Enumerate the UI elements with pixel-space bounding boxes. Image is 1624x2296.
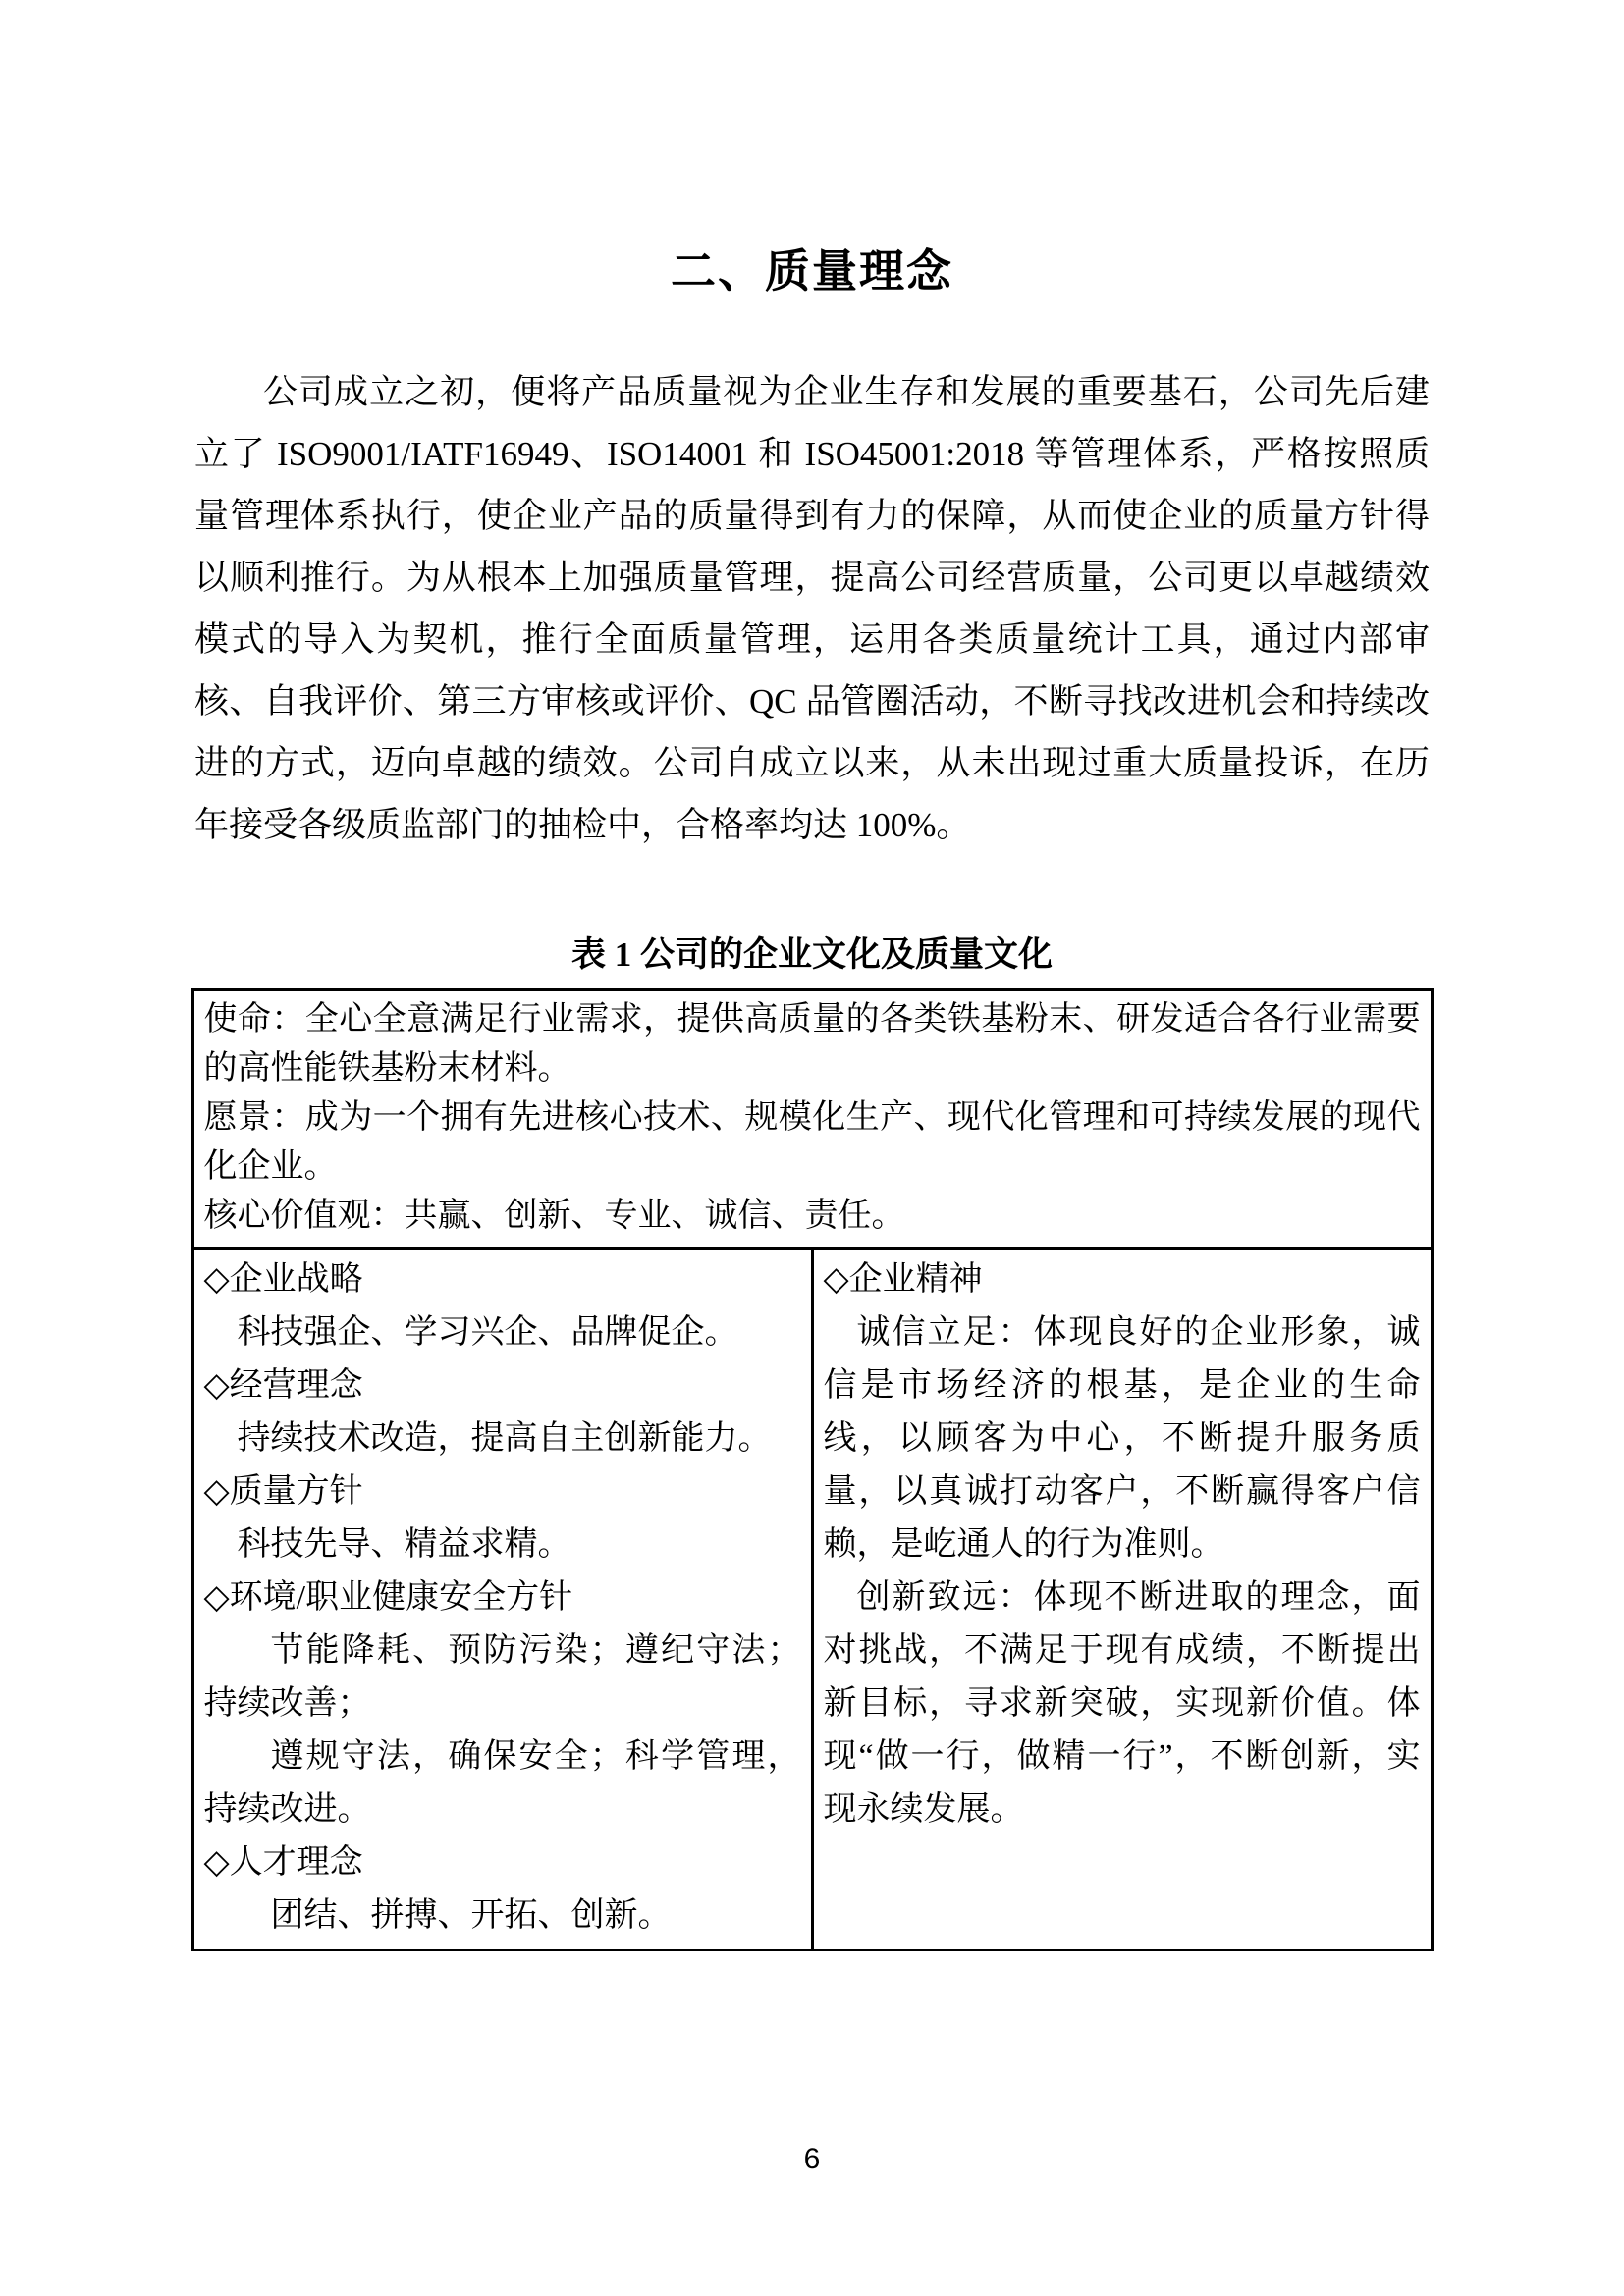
talent-heading: ◇人才理念: [203, 1844, 363, 1881]
table-row-culture-details: [192, 1249, 1432, 1950]
spirit-heading: ◇企业精神: [823, 1261, 983, 1298]
page-number: 6: [803, 2143, 821, 2175]
strategy-text: 科技强企、学习兴企、品牌促企。: [237, 1314, 738, 1351]
page-title: 二、质量理念: [671, 245, 953, 296]
ehs-policy-heading: ◇环境/职业健康安全方针: [203, 1579, 573, 1616]
cell-company-spirit: [812, 1249, 1432, 1950]
spirit-innovation-text: 创新致远：体现不断进取的理念，面对挑战，不满足于现有成绩，不断提出新目标，寻求新突破，实现新价值。体现“做一行，做精一行”，不断创新，实现永续发展。: [823, 1579, 1421, 1828]
vision-text: 愿景：成为一个拥有先进核心技术、规模化生产、现代化管理和可持续发展的现代化企业。: [203, 1099, 1421, 1185]
philosophy-text: 持续技术改造，提高自主创新能力。: [237, 1420, 772, 1457]
ehs-policy-text-1: 节能降耗、预防污染；遵纪守法；持续改善；: [203, 1632, 801, 1722]
culture-table: [191, 988, 1434, 1951]
quality-policy-text: 科技先导、精益求精。: [237, 1526, 571, 1563]
mission-text: 使命：全心全意满足行业需求，提供高质量的各类铁基粉末、研发适合各行业需要的高性能铁基粉末材料。: [203, 1001, 1421, 1087]
strategy-heading: ◇企业战略: [203, 1261, 363, 1298]
table-caption: 表 1 公司的企业文化及质量文化: [570, 935, 1053, 974]
talent-text: 团结、拼搏、开拓、创新。: [270, 1897, 672, 1934]
ehs-policy-text-2: 遵规守法，确保安全；科学管理，持续改进。: [203, 1738, 801, 1828]
intro-paragraph: 公司成立之初，便将产品质量视为企业生存和发展的重要基石，公司先后建立了 ISO9001/IATF16949、ISO14001 和 ISO45001:2018 等管理体系，严格按照质量管理体系执行，使企业产品的质量得到有力的保障，从而使企业的质量方针得以顺利推行。为从根本上加强质量管理，提高公司经营质量，公司更以卓越绩效模式的导入为契机，推行全面质量管理，运用各类质量统计工具，通过内部审核、自我评价、第三方审核或评价、QC 品管圈活动，不断寻找改进机会和持续改进的方式，迈向卓越的绩效。公司自成立以来，从未出现过重大质量投诉，在历年接受各级质监部门的抽检中，合格率均达 100%。: [194, 373, 1430, 844]
core-values-text: 核心价值观：共赢、创新、专业、诚信、责任。: [203, 1198, 905, 1234]
culture-table-body: [192, 990, 1432, 1950]
quality-policy-heading: ◇质量方针: [203, 1473, 363, 1510]
philosophy-heading: ◇经营理念: [203, 1367, 363, 1404]
cell-mission-vision-values: [192, 990, 1432, 1249]
cell-company-culture: [192, 1249, 812, 1950]
table-row-mission-vision-values: [192, 990, 1432, 1249]
spirit-integrity-text: 诚信立足：体现良好的企业形象，诚信是市场经济的根基，是企业的生命线，以顾客为中心，不断提升服务质量，以真诚打动客户，不断赢得客户信赖，是屹通人的行为准则。: [823, 1314, 1421, 1563]
